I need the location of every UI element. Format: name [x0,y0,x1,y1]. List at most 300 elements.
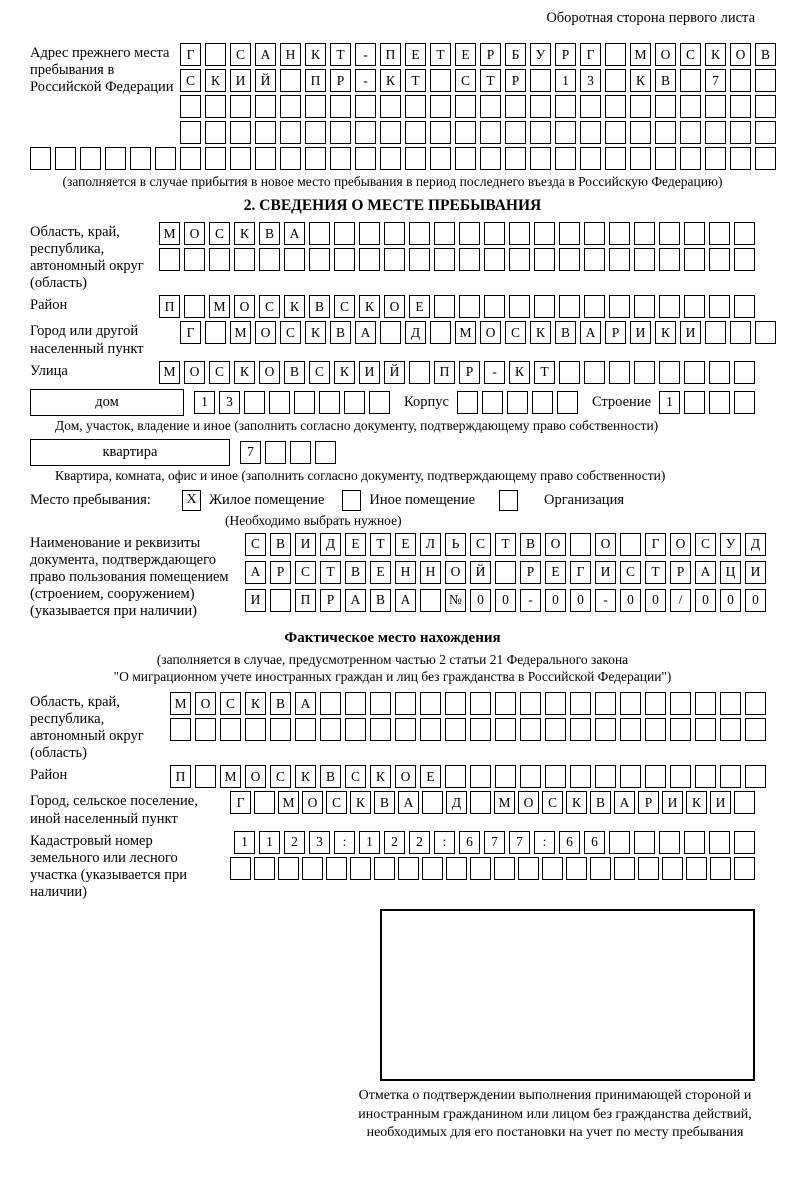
char-box[interactable]: О [595,533,616,556]
char-box[interactable] [330,121,351,144]
char-box[interactable] [184,248,205,271]
char-box[interactable] [380,121,401,144]
char-box[interactable]: 7 [240,441,261,464]
char-box[interactable] [730,69,751,92]
char-box[interactable] [709,295,730,318]
char-box[interactable] [205,95,226,118]
char-box[interactable] [630,95,651,118]
char-box[interactable]: 3 [309,831,330,854]
char-box[interactable]: 6 [459,831,480,854]
char-box[interactable]: В [555,321,576,344]
char-box[interactable]: Й [470,561,491,584]
char-box[interactable]: С [620,561,641,584]
char-box[interactable] [755,95,776,118]
char-box[interactable] [420,589,441,612]
char-box[interactable]: О [395,765,416,788]
char-box[interactable] [280,69,301,92]
char-box[interactable] [559,361,580,384]
char-box[interactable]: Й [384,361,405,384]
char-box[interactable] [584,248,605,271]
char-box[interactable]: С [695,533,716,556]
char-box[interactable] [730,95,751,118]
char-box[interactable]: С [209,222,230,245]
char-box[interactable]: В [284,361,305,384]
char-box[interactable]: В [345,561,366,584]
char-box[interactable]: 7 [509,831,530,854]
char-box[interactable] [570,718,591,741]
char-box[interactable] [584,361,605,384]
char-box[interactable]: К [334,361,355,384]
char-box[interactable] [605,43,626,66]
char-box[interactable]: Й [255,69,276,92]
char-box[interactable] [634,222,655,245]
char-box[interactable] [290,441,311,464]
char-box[interactable]: Г [180,43,201,66]
char-box[interactable]: С [209,361,230,384]
char-box[interactable]: 0 [495,589,516,612]
char-box[interactable] [534,248,555,271]
char-box[interactable] [534,222,555,245]
char-box[interactable]: 0 [620,589,641,612]
char-box[interactable]: Т [330,43,351,66]
char-box[interactable] [195,718,216,741]
char-box[interactable] [482,391,503,414]
char-box[interactable]: Ь [445,533,466,556]
char-box[interactable]: О [545,533,566,556]
char-box[interactable]: Г [570,561,591,584]
char-box[interactable] [455,95,476,118]
char-box[interactable]: Р [670,561,691,584]
char-box[interactable] [680,147,701,170]
char-box[interactable]: 1 [659,391,680,414]
char-box[interactable]: О [518,791,539,814]
char-box[interactable] [278,857,299,880]
char-box[interactable]: И [630,321,651,344]
char-box[interactable] [695,692,716,715]
char-box[interactable]: - [355,43,376,66]
char-box[interactable] [634,831,655,854]
char-box[interactable] [645,692,666,715]
char-box[interactable] [305,95,326,118]
char-box[interactable]: Е [545,561,566,584]
char-box[interactable]: О [195,692,216,715]
char-box[interactable] [380,147,401,170]
char-box[interactable] [620,718,641,741]
char-box[interactable]: С [245,533,266,556]
char-box[interactable]: Р [605,321,626,344]
char-box[interactable]: 0 [695,589,716,612]
char-box[interactable] [395,718,416,741]
char-box[interactable] [344,391,365,414]
char-box[interactable]: 1 [259,831,280,854]
char-box[interactable] [230,147,251,170]
char-box[interactable]: М [630,43,651,66]
char-box[interactable]: Д [405,321,426,344]
char-box[interactable] [680,121,701,144]
char-box[interactable] [359,222,380,245]
char-box[interactable]: К [530,321,551,344]
char-box[interactable] [545,718,566,741]
char-box[interactable]: Т [495,533,516,556]
char-box[interactable]: С [334,295,355,318]
char-box[interactable] [566,857,587,880]
char-box[interactable] [662,857,683,880]
char-box[interactable]: Е [455,43,476,66]
char-box[interactable]: В [320,765,341,788]
char-box[interactable] [705,95,726,118]
char-box[interactable]: 0 [720,589,741,612]
char-box[interactable]: 3 [580,69,601,92]
char-box[interactable] [470,718,491,741]
char-box[interactable] [455,147,476,170]
char-box[interactable]: С [270,765,291,788]
char-box[interactable] [709,391,730,414]
char-box[interactable] [180,147,201,170]
char-box[interactable]: В [755,43,776,66]
char-box[interactable] [645,765,666,788]
char-box[interactable] [755,321,776,344]
char-box[interactable] [230,857,251,880]
char-box[interactable] [680,95,701,118]
char-box[interactable]: - [520,589,541,612]
char-box[interactable] [355,95,376,118]
char-box[interactable] [584,222,605,245]
char-box[interactable]: Г [180,321,201,344]
char-box[interactable] [430,95,451,118]
char-box[interactable]: О [184,222,205,245]
char-box[interactable] [590,857,611,880]
char-box[interactable] [659,248,680,271]
char-box[interactable]: А [395,589,416,612]
char-box[interactable] [309,248,330,271]
char-box[interactable]: Р [480,43,501,66]
char-box[interactable] [720,718,741,741]
char-box[interactable] [409,361,430,384]
char-box[interactable] [369,391,390,414]
char-box[interactable] [605,69,626,92]
char-box[interactable]: В [370,589,391,612]
char-box[interactable] [255,95,276,118]
char-box[interactable] [205,147,226,170]
char-box[interactable] [684,295,705,318]
char-box[interactable]: Р [270,561,291,584]
char-box[interactable] [495,561,516,584]
char-box[interactable]: К [305,321,326,344]
char-box[interactable] [570,765,591,788]
char-box[interactable] [220,718,241,741]
char-box[interactable] [505,95,526,118]
char-box[interactable] [446,857,467,880]
char-box[interactable] [620,765,641,788]
char-box[interactable]: 0 [570,589,591,612]
char-box[interactable] [159,248,180,271]
char-box[interactable]: И [295,533,316,556]
char-box[interactable] [745,765,766,788]
char-box[interactable]: Р [330,69,351,92]
char-box[interactable] [505,121,526,144]
char-box[interactable] [484,295,505,318]
char-box[interactable]: 6 [559,831,580,854]
char-box[interactable] [505,147,526,170]
char-box[interactable] [734,831,755,854]
char-box[interactable] [670,718,691,741]
char-box[interactable]: О [670,533,691,556]
char-box[interactable]: Е [409,295,430,318]
char-box[interactable] [595,692,616,715]
char-box[interactable]: У [530,43,551,66]
char-box[interactable]: О [259,361,280,384]
checkbox-zhiloe[interactable]: X [182,490,201,511]
char-box[interactable]: А [614,791,635,814]
char-box[interactable] [374,857,395,880]
char-box[interactable] [480,147,501,170]
char-box[interactable]: К [705,43,726,66]
char-box[interactable]: С [259,295,280,318]
char-box[interactable] [420,692,441,715]
char-box[interactable]: И [595,561,616,584]
char-box[interactable] [659,295,680,318]
char-box[interactable]: К [630,69,651,92]
char-box[interactable]: А [355,321,376,344]
char-box[interactable] [430,147,451,170]
char-box[interactable]: М [494,791,515,814]
char-box[interactable] [280,147,301,170]
char-box[interactable]: К [566,791,587,814]
char-box[interactable] [305,147,326,170]
char-box[interactable] [330,95,351,118]
char-box[interactable] [645,718,666,741]
char-box[interactable]: М [278,791,299,814]
char-box[interactable] [720,692,741,715]
char-box[interactable]: Б [505,43,526,66]
char-box[interactable] [745,718,766,741]
char-box[interactable]: : [334,831,355,854]
checkbox-inoe[interactable] [342,490,361,511]
char-box[interactable] [614,857,635,880]
char-box[interactable] [570,533,591,556]
char-box[interactable] [684,248,705,271]
char-box[interactable]: Н [420,561,441,584]
char-box[interactable]: К [380,69,401,92]
char-box[interactable]: А [345,589,366,612]
char-box[interactable] [315,441,336,464]
char-box[interactable] [684,222,705,245]
char-box[interactable] [709,248,730,271]
char-box[interactable] [180,121,201,144]
char-box[interactable] [684,361,705,384]
char-box[interactable] [730,121,751,144]
char-box[interactable] [284,248,305,271]
char-box[interactable]: П [295,589,316,612]
char-box[interactable] [380,321,401,344]
char-box[interactable] [430,321,451,344]
char-box[interactable] [434,222,455,245]
char-box[interactable]: М [159,361,180,384]
char-box[interactable] [320,692,341,715]
char-box[interactable] [605,95,626,118]
char-box[interactable] [545,765,566,788]
char-box[interactable] [254,791,275,814]
char-box[interactable] [530,69,551,92]
char-box[interactable]: К [234,361,255,384]
char-box[interactable] [595,765,616,788]
char-box[interactable] [542,857,563,880]
char-box[interactable]: В [330,321,351,344]
char-box[interactable] [294,391,315,414]
char-box[interactable]: П [159,295,180,318]
char-box[interactable]: К [205,69,226,92]
char-box[interactable] [195,765,216,788]
char-box[interactable] [634,295,655,318]
char-box[interactable] [130,147,151,170]
char-box[interactable] [470,857,491,880]
char-box[interactable]: Е [370,561,391,584]
char-box[interactable] [530,95,551,118]
char-box[interactable] [326,857,347,880]
char-box[interactable]: В [270,692,291,715]
char-box[interactable]: Т [645,561,666,584]
char-box[interactable]: 3 [219,391,240,414]
char-box[interactable] [422,857,443,880]
char-box[interactable] [459,222,480,245]
char-box[interactable] [430,69,451,92]
char-box[interactable] [405,147,426,170]
char-box[interactable]: В [270,533,291,556]
char-box[interactable]: Д [745,533,766,556]
char-box[interactable] [555,147,576,170]
char-box[interactable] [734,222,755,245]
char-box[interactable] [634,361,655,384]
char-box[interactable]: К [686,791,707,814]
char-box[interactable]: С [309,361,330,384]
char-box[interactable] [470,692,491,715]
char-box[interactable]: - [355,69,376,92]
char-box[interactable]: К [370,765,391,788]
char-box[interactable] [605,121,626,144]
char-box[interactable]: 6 [584,831,605,854]
char-box[interactable] [455,121,476,144]
char-box[interactable] [445,765,466,788]
char-box[interactable] [420,718,441,741]
char-box[interactable] [755,69,776,92]
char-box[interactable]: Р [320,589,341,612]
char-box[interactable] [555,121,576,144]
char-box[interactable] [470,765,491,788]
char-box[interactable] [295,718,316,741]
char-box[interactable]: П [434,361,455,384]
char-box[interactable] [384,248,405,271]
char-box[interactable] [155,147,176,170]
char-box[interactable]: В [309,295,330,318]
char-box[interactable] [305,121,326,144]
char-box[interactable] [509,222,530,245]
char-box[interactable] [659,361,680,384]
char-box[interactable] [80,147,101,170]
char-box[interactable] [434,248,455,271]
char-box[interactable] [209,248,230,271]
char-box[interactable] [280,121,301,144]
char-box[interactable]: М [230,321,251,344]
char-box[interactable]: Р [638,791,659,814]
char-box[interactable]: Т [534,361,555,384]
char-box[interactable] [720,765,741,788]
char-box[interactable] [345,692,366,715]
char-box[interactable]: 2 [384,831,405,854]
char-box[interactable]: Е [405,43,426,66]
char-box[interactable] [445,692,466,715]
char-box[interactable] [734,391,755,414]
char-box[interactable] [445,718,466,741]
char-box[interactable] [559,248,580,271]
char-box[interactable]: - [595,589,616,612]
char-box[interactable] [55,147,76,170]
char-box[interactable] [545,692,566,715]
char-box[interactable] [507,391,528,414]
char-box[interactable]: Т [430,43,451,66]
char-box[interactable]: И [662,791,683,814]
char-box[interactable] [265,441,286,464]
char-box[interactable] [695,718,716,741]
char-box[interactable]: С [680,43,701,66]
char-box[interactable]: 7 [705,69,726,92]
char-box[interactable] [570,692,591,715]
char-box[interactable] [205,43,226,66]
char-box[interactable] [710,857,731,880]
char-box[interactable] [459,295,480,318]
char-box[interactable]: О [384,295,405,318]
char-box[interactable]: 0 [745,589,766,612]
char-box[interactable]: К [295,765,316,788]
char-box[interactable] [684,391,705,414]
char-box[interactable]: О [245,765,266,788]
char-box[interactable]: Р [459,361,480,384]
char-box[interactable]: С [230,43,251,66]
char-box[interactable]: К [359,295,380,318]
char-box[interactable]: В [590,791,611,814]
char-box[interactable]: И [745,561,766,584]
char-box[interactable] [555,95,576,118]
char-box[interactable] [709,222,730,245]
char-box[interactable] [270,718,291,741]
char-box[interactable]: М [170,692,191,715]
char-box[interactable]: И [245,589,266,612]
char-box[interactable] [319,391,340,414]
char-box[interactable]: / [670,589,691,612]
char-box[interactable]: Т [480,69,501,92]
char-box[interactable] [530,147,551,170]
char-box[interactable]: О [184,361,205,384]
char-box[interactable]: Н [395,561,416,584]
char-box[interactable] [655,121,676,144]
char-box[interactable]: 0 [645,589,666,612]
char-box[interactable] [705,121,726,144]
char-box[interactable]: М [220,765,241,788]
char-box[interactable] [595,718,616,741]
char-box[interactable]: Р [505,69,526,92]
char-box[interactable] [655,95,676,118]
char-box[interactable] [334,248,355,271]
char-box[interactable]: О [234,295,255,318]
char-box[interactable] [730,147,751,170]
char-box[interactable]: Д [446,791,467,814]
char-box[interactable] [755,121,776,144]
char-box[interactable] [684,831,705,854]
char-box[interactable]: К [509,361,530,384]
char-box[interactable] [495,718,516,741]
char-box[interactable]: А [295,692,316,715]
char-box[interactable] [205,321,226,344]
char-box[interactable]: О [255,321,276,344]
